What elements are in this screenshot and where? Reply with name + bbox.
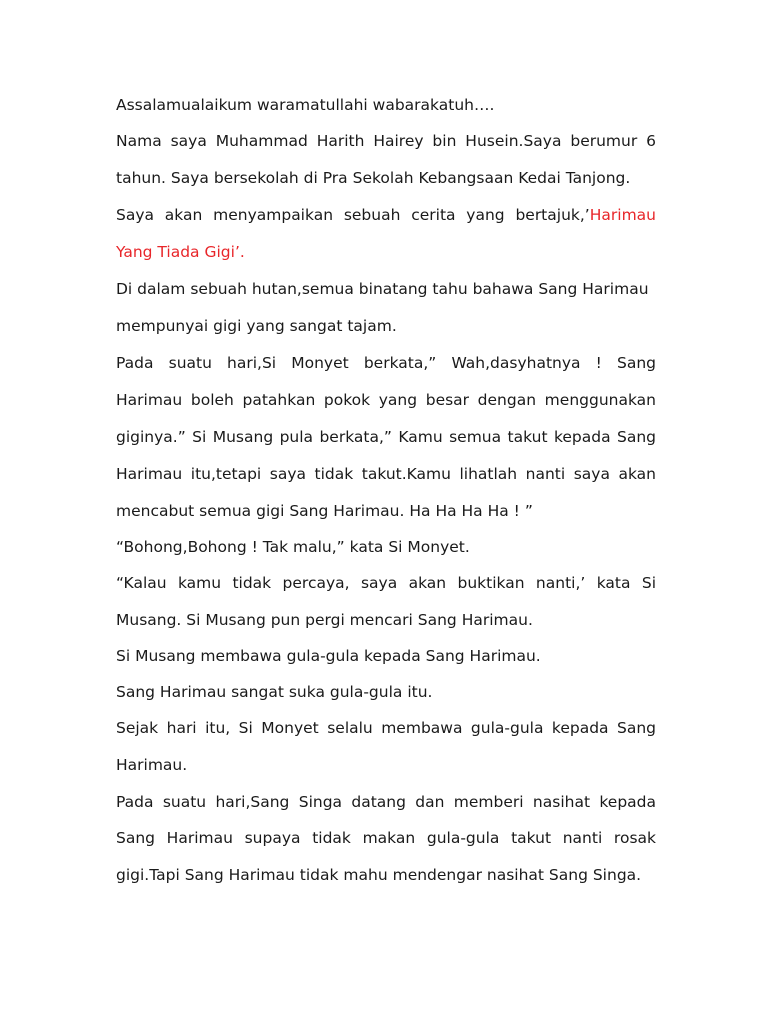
line-text: gigi.Tapi Sang Harimau tidak mahu mendengar nasihat Sang Singa. — [116, 866, 642, 884]
line-text: tahun. Saya bersekolah di Pra Sekolah Kebangsaan Kedai Tanjong. — [116, 169, 631, 187]
text-line — [116, 717, 656, 739]
line-text: Sang Harimau supaya tidak makan gula-gula takut nanti rosak — [116, 829, 656, 847]
text-line — [116, 572, 656, 594]
text-line — [116, 315, 656, 337]
line-text: giginya.” Si Musang pula berkata,” Kamu semua takut kepada Sang — [116, 428, 656, 446]
text-line — [116, 352, 656, 374]
line-text: Pada suatu hari,Sang Singa datang dan memberi nasihat kepada — [116, 793, 656, 811]
text-line — [116, 130, 656, 152]
text-line — [116, 463, 656, 485]
line-text: Musang. Si Musang pun pergi mencari Sang Harimau. — [116, 611, 533, 629]
line-text: Harimau. — [116, 756, 188, 774]
text-line — [116, 167, 656, 189]
story-title-highlight: Harimau — [589, 206, 656, 224]
text-line — [116, 645, 656, 667]
line-text: Si Musang membawa gula-gula kepada Sang Harimau. — [116, 647, 541, 665]
text-line — [116, 426, 656, 448]
text-line — [116, 536, 656, 558]
line-text: Assalamualaikum waramatullahi wabarakatuh…. — [116, 96, 495, 114]
text-line — [116, 278, 656, 300]
story-title-highlight: Yang Tiada Gigi’. — [116, 243, 245, 261]
text-line — [116, 204, 656, 226]
text-line — [116, 827, 656, 849]
text-line — [116, 94, 656, 116]
line-text: Sang Harimau sangat suka gula-gula itu. — [116, 683, 433, 701]
line-text: “Kalau kamu tidak percaya, saya akan buktikan nanti,’ kata Si — [116, 574, 656, 592]
line-text: Pada suatu hari,Si Monyet berkata,” Wah,dasyhatnya ! Sang — [116, 354, 656, 372]
text-line — [116, 681, 656, 703]
text-line — [116, 864, 656, 886]
line-text: mempunyai gigi yang sangat tajam. — [116, 317, 397, 335]
line-text: “Bohong,Bohong ! Tak malu,” kata Si Monyet. — [116, 538, 470, 556]
text-line — [116, 500, 656, 522]
line-text: Saya akan menyampaikan sebuah cerita yang bertajuk,’ — [116, 206, 590, 224]
line-text: Harimau itu,tetapi saya tidak takut.Kamu lihatlah nanti saya akan — [116, 465, 656, 483]
text-line — [116, 609, 656, 631]
line-text: Sejak hari itu, Si Monyet selalu membawa gula-gula kepada Sang — [116, 719, 656, 737]
line-text: mencabut semua gigi Sang Harimau. Ha Ha Ha Ha ! ” — [116, 502, 533, 520]
text-line — [116, 241, 656, 263]
line-text: Harimau boleh patahkan pokok yang besar dengan menggunakan — [116, 391, 656, 409]
text-line — [116, 754, 656, 776]
text-line — [116, 389, 656, 411]
line-text: Di dalam sebuah hutan,semua binatang tahu bahawa Sang Harimau — [116, 280, 649, 298]
line-text: Nama saya Muhammad Harith Hairey bin Husein.Saya berumur 6 — [116, 132, 656, 150]
text-line — [116, 791, 656, 813]
